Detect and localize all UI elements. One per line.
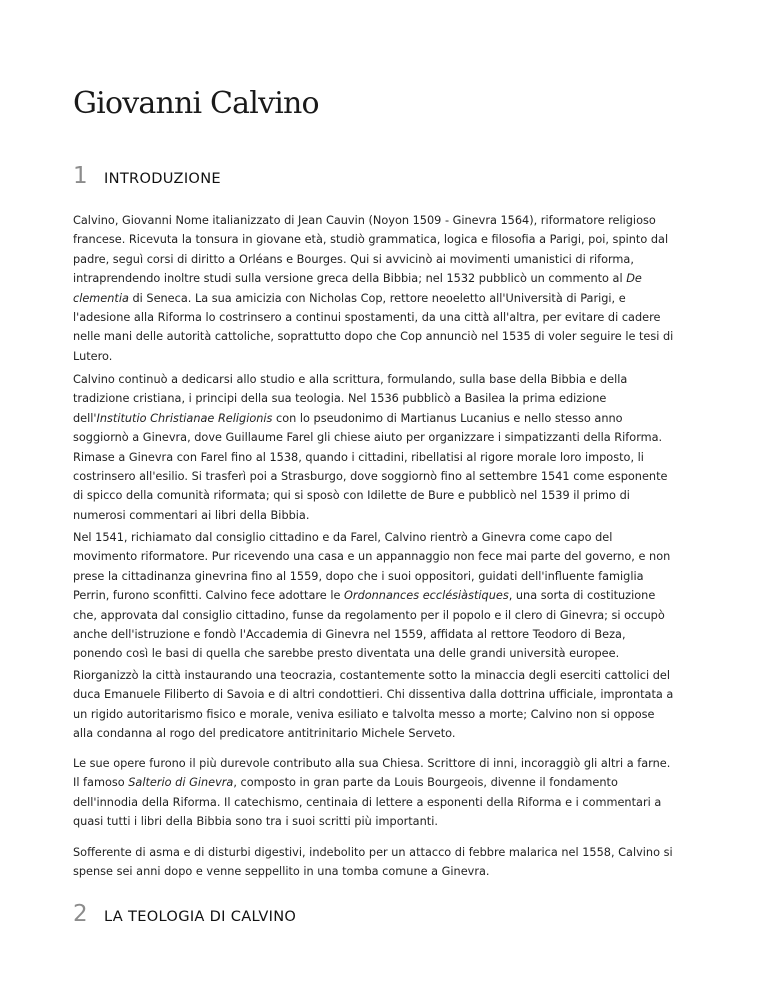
text-run: Calvino continuò a dedicarsi allo studio e alla scrittura, formulando, sulla base della Bibbia e della [73,373,628,386]
paragraph-line [73,269,708,288]
text-run: movimento riformatore. Pur ricevendo una casa e un appannaggio non fece mai parte del governo, e non [73,550,671,564]
paragraph-line [73,644,708,663]
text-run: di spicco della comunità riformata; qui si sposò con Idilette de Bure e pubblicò nel 1539 il primo di [73,489,630,503]
text-run: Calvino, Giovanni Nome italianizzato di Jean Cauvin (Noyon 1509 - Ginevra 1564), riformatore religioso [73,214,656,227]
section-label: LA TEOLOGIA DI CALVINO [104,908,297,925]
text-run: francese. Ricevuta la tonsura in giovane età, studiò grammatica, logica e filosofia a Parigi, poi, spinto dal [73,233,669,247]
text-run: Rimase a Ginevra con Farel fino al 1538, quando i cittadini, ribellatisi al rigore morale loro imposto, li [73,450,644,464]
section-number: 2 [73,901,88,927]
text-run: l'adesione alla Riforma lo costrinsero a continui spostamenti, da una città all'altra, per evitare di cadere [73,311,661,325]
section-heading-teologia [73,901,296,928]
text-run: alla condanna al rogo del predicatore antitrinitario Michele Serveto. [73,727,456,741]
text-run: Le sue opere furono il più durevole contributo alla sua Chiesa. Scrittore di inni, incoraggiò gli altri a farne. [73,757,671,770]
text-run: , composto in gran parte da Louis Bourgeois, divenne il fondamento [233,776,618,790]
italic-title-text: Ordonnances ecclésiàstiques [344,589,509,603]
paragraph [73,370,708,525]
text-run: Sofferente di asma e di disturbi digestivi, indebolito per un attacco di febbre malarica nel 1558, Calvino si [73,846,673,859]
paragraph-line [73,467,708,486]
italic-title-text: Institutio Christianae Religionis [96,411,273,425]
paragraph-line [73,547,708,566]
text-run: con lo pseudonimo di Martianus Lucanius e nello stesso anno [272,411,623,425]
paragraph [73,666,708,744]
paragraph-line [73,250,708,269]
text-run: Il famoso [73,776,129,790]
paragraph-line [73,862,708,881]
text-run: dell' [73,411,97,425]
text-run: Nel 1541, richiamato dal consiglio cittadino e da Farel, Calvino rientrò a Ginevra come capo del [73,531,613,544]
paragraph-line [73,606,708,625]
document-title: Giovanni Calvino [73,86,319,121]
text-run: un rigido autoritarismo fisico e morale, veniva esiliato e talvolta messo a morte; Calvino non si oppose [73,707,655,721]
text-run: nelle mani delle autorità cattoliche, soprattutto dopo che Cop annunciò nel 1535 di voler seguire le tesi di [73,330,674,344]
text-run: soggiornò a Ginevra, dove Guillaume Farel gli chiese aiuto per organizzare i simpatizzanti della Riforma. [73,431,663,445]
section-number: 1 [73,163,88,189]
text-run: quasi tutti i libri della Bibbia sono tra i suoi scritti più importanti. [73,815,438,829]
paragraph-line [73,586,708,605]
paragraph-line [73,211,708,230]
paragraph-line [73,773,708,792]
italic-title-text: De [626,272,642,286]
text-run: spense sei anni dopo e venne seppellito in una tomba comune a Ginevra. [73,865,490,879]
paragraph [73,211,708,366]
paragraph-line [73,754,708,773]
italic-title-text: Salterio di Ginevra [128,776,234,790]
paragraph-line [73,812,708,831]
text-run: costrinsero all'esilio. Si trasferì poi a Strasburgo, dove soggiornò fino al settembre 1541 come esponente [73,470,668,484]
text-run: ponendo così le basi di quella che sarebbe presto diventata una delle grandi università europee. [73,647,620,661]
paragraph-line [73,843,708,862]
text-run: numerosi commentari ai libri della Bibbia. [73,508,310,522]
paragraph [73,528,708,664]
text-run: Lutero. [73,349,113,363]
paragraph-line [73,724,708,743]
section-label: INTRODUZIONE [104,170,221,187]
paragraph-line [73,428,708,447]
paragraph-line [73,528,708,547]
italic-title-text: clementia [73,291,129,305]
paragraph-line [73,666,708,685]
text-run: tradizione cristiana, i principi della sua teologia. Nel 1536 pubblicò a Basilea la prima edizione [73,392,607,406]
paragraph-line [73,370,708,389]
text-run: , una sorta di costituzione [508,589,656,603]
paragraph-line [73,230,708,249]
paragraph-line [73,327,708,346]
paragraph-line [73,486,708,505]
text-run: prese la cittadinanza ginevrina fino al 1559, dopo che i suoi oppositori, guidati dell'influente famiglia [73,569,644,583]
paragraph-line [73,506,708,525]
text-run: Perrin, furono sconfitti. Calvino fece adottare le [73,589,345,603]
text-run: dell'innodia della Riforma. Il catechismo, centinaia di lettere a esponenti della Riforma e i commentari a [73,795,662,809]
paragraph-line [73,685,708,704]
paragraph-line [73,308,708,327]
paragraph [73,843,708,882]
paragraph-line [73,625,708,644]
paragraph-line [73,289,708,308]
paragraph-line [73,448,708,467]
text-run: padre, seguì corsi di diritto a Orléans e Bourges. Qui si avvicinò ai movimenti umanistici di riforma, [73,252,634,266]
paragraph [73,754,708,832]
text-run: di Seneca. La sua amicizia con Nicholas Cop, rettore neoeletto all'Università di Parigi, e [128,291,626,305]
text-run: intraprendendo inoltre studi sulla versione greca della Bibbia; nel 1532 pubblicò un commento al [73,272,627,286]
paragraph-line [73,347,708,366]
paragraph-line [73,705,708,724]
paragraph-line [73,567,708,586]
text-run: anche dell'istruzione e fondò l'Accademia di Ginevra nel 1559, affidata al rettore Teodoro di Beza, [73,628,626,642]
text-run: Riorganizzò la città instaurando una teocrazia, costantemente sotto la minaccia degli eserciti cattolici del [73,669,670,682]
section-heading-introduzione [73,163,221,190]
paragraph-line [73,793,708,812]
text-run: che, approvata dal consiglio cittadino, funse da regolamento per il popolo e il clero di Ginevra; si occupò [73,608,665,622]
text-run: duca Emanuele Filiberto di Savoia e di altri condottieri. Chi dissentiva dalla dottrina ufficiale, improntata a [73,688,674,702]
paragraph-line [73,389,708,408]
paragraph-line [73,409,708,428]
